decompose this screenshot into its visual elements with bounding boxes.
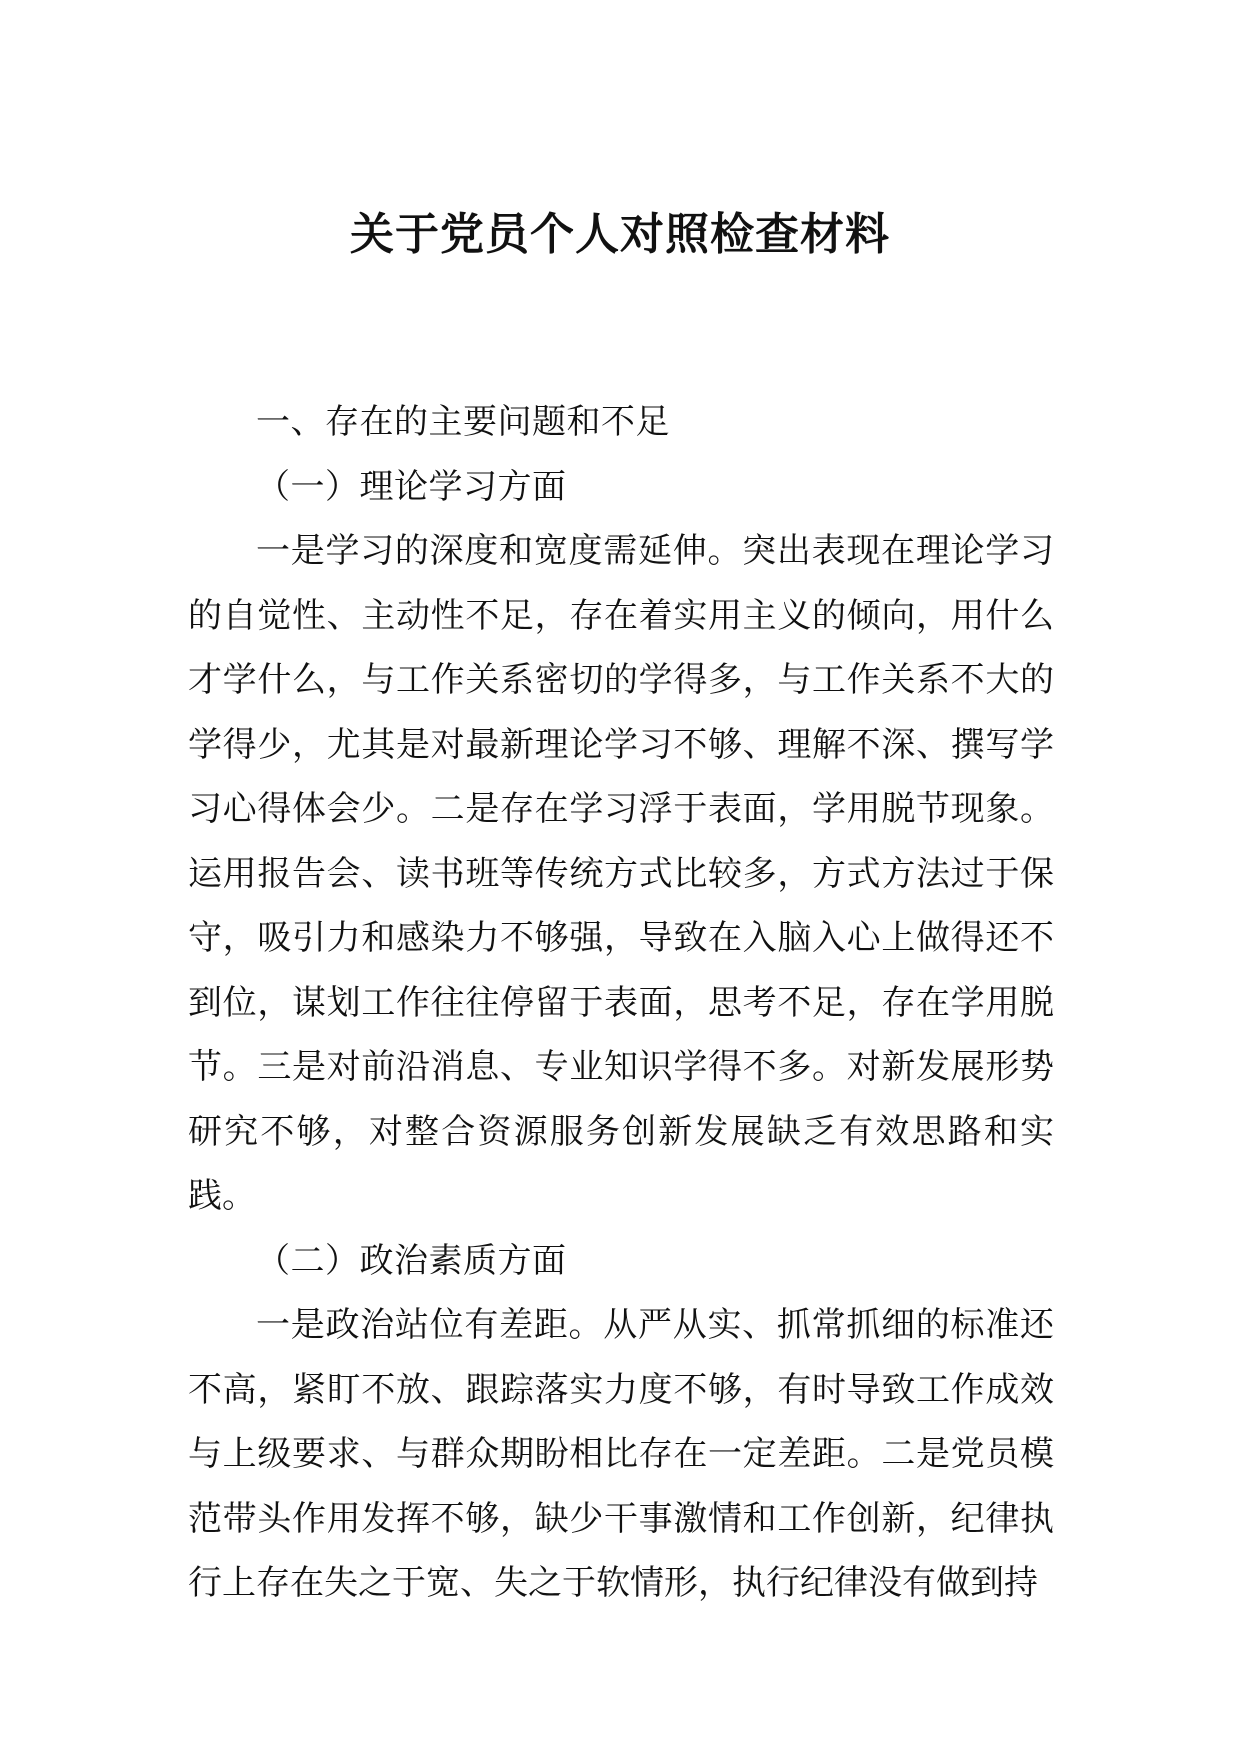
document-title: 关于党员个人对照检查材料 [350,209,890,260]
document-body [188,390,1054,1616]
paragraph-theory: 一是学习的深度和宽度需延伸。突出表现在理论学习的自觉性、主动性不足，存在着实用主义的倾向，用什么才学什么，与工作关系密切的学得多，与工作关系不大的学得少，尤其是对最新理论学习不够、理解不深、撰写学习心得体会少。二是存在学习浮于表面，学用脱节现象。运用报告会、读书班等传统方式比较多，方式方法过于保守，吸引力和感染力不够强，导致在入脑入心上做得还不到位，谋划工作往往停留于表面，思考不足，存在学用脱节。三是对前沿消息、专业知识学得不多。对新发展形势研究不够，对整合资源服务创新发展缺乏有效思路和实践。 [188,531,1054,1216]
subsection-heading-political: （二）政治素质方面 [256,1240,567,1281]
paragraph-political: 一是政治站位有差距。从严从实、抓常抓细的标准还不高，紧盯不放、跟踪落实力度不够，有时导致工作成效与上级要求、与群众期盼相比存在一定差距。二是党员模范带头作用发挥不够，缺少干事激情和工作创新，纪律执行上存在失之于宽、失之于软情形，执行纪律没有做到持 [188,1305,1054,1603]
subsection-heading-theory: （一）理论学习方面 [256,466,567,507]
section-heading: 一、存在的主要问题和不足 [256,402,670,442]
